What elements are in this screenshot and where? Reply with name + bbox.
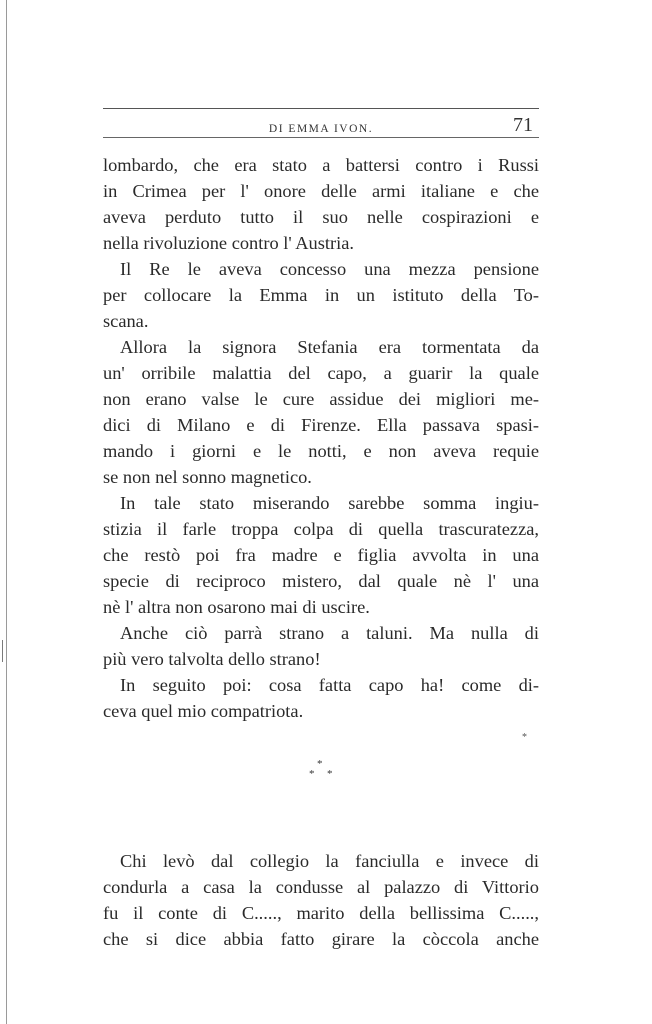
text-line: aveva perduto tutto il suo nelle cospirazioni e [103, 207, 539, 227]
text-line: scana. [103, 311, 149, 331]
text-line: condurla a casa la condusse al palazzo di Vittorio [103, 877, 539, 897]
text-line: mando i giorni e le notti, e non aveva requie [103, 441, 539, 461]
text-line: più vero talvolta dello strano! [103, 649, 321, 669]
page-edge-line [6, 0, 7, 1024]
text-line: Anche ciò parrà strano a taluni. Ma nulla di [120, 623, 539, 643]
paragraph-3 [103, 334, 539, 490]
running-head: DI EMMA IVON. [268, 123, 374, 135]
text-line: fu il conte di C....., marito della bellissima C....., [103, 903, 539, 923]
text-line: In seguito poi: cosa fatta capo ha! come di- [120, 675, 539, 695]
paragraph-7 [103, 848, 539, 952]
text-line: In tale stato miserando sarebbe somma ingiu- [120, 493, 539, 513]
page-number: 71 [513, 114, 533, 136]
text-line: dici di Milano e di Firenze. Ella passava spasi- [103, 415, 539, 435]
text-line: stizia il farle troppa colpa di quella trascuratezza, [103, 519, 539, 539]
asterism-star: * [317, 758, 323, 770]
asterism-star: * [309, 768, 315, 780]
paragraph-2 [103, 256, 539, 334]
page-header [103, 115, 539, 138]
stray-mark: * [522, 732, 527, 743]
text-line: Allora la signora Stefania era tormentata da [120, 337, 539, 357]
text-line: per collocare la Emma in un istituto della To- [103, 285, 539, 305]
page-edge-mark [2, 640, 12, 662]
text-line: in Crimea per l' onore delle armi italiane e che [103, 181, 539, 201]
paragraph-1 [103, 152, 539, 256]
text-line: specie di reciproco mistero, dal quale nè l' una [103, 571, 539, 591]
paragraph-6 [103, 672, 539, 724]
asterism-star: * [327, 768, 333, 780]
text-line: lombardo, che era stato a battersi contro i Russi [103, 155, 539, 175]
text-line: ceva quel mio compatriota. [103, 701, 304, 721]
text-line: Chi levò dal collegio la fanciulla e invece di [120, 851, 539, 871]
section-separator [103, 732, 539, 804]
text-line: nè l' altra non osarono mai di uscire. [103, 597, 370, 617]
text-line: che restò poi fra madre e figlia avvolta in una [103, 545, 539, 565]
text-line: se non nel sonno magnetico. [103, 467, 312, 487]
body-text [103, 152, 539, 724]
text-line: non erano valse le cure assidue dei migliori me- [103, 389, 539, 409]
paragraph-5 [103, 620, 539, 672]
text-line: che si dice abbia fatto girare la còccola anche [103, 929, 539, 949]
book-page [103, 108, 539, 952]
paragraph-4 [103, 490, 539, 620]
text-line: Il Re le aveva concesso una mezza pensione [120, 259, 539, 279]
text-line: nella rivoluzione contro l' Austria. [103, 233, 355, 253]
header-top-rule [103, 108, 539, 109]
text-line: un' orribile malattia del capo, a guarir la quale [103, 363, 539, 383]
